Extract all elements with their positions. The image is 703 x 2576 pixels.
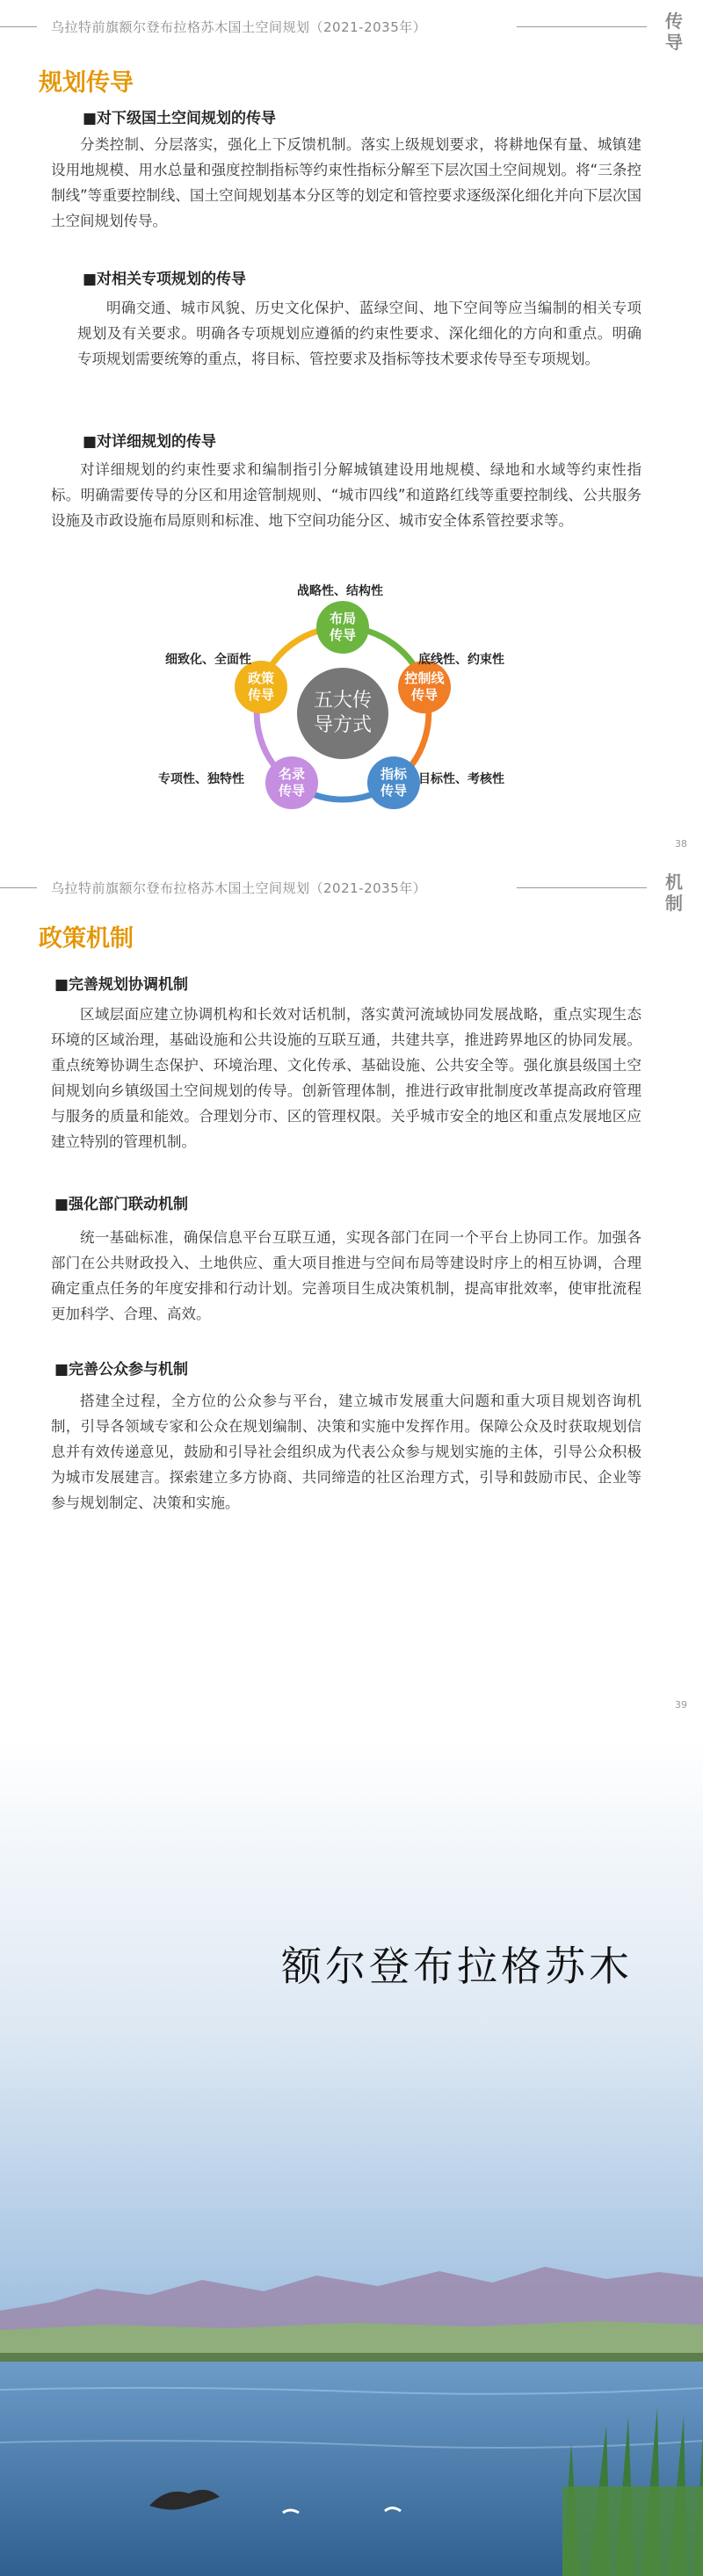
node-tag: 专项性、独特性 [158,772,244,786]
node-tag: 目标性、考核性 [418,772,504,786]
header-tag: 传导 [665,11,683,53]
node-indicator-transmission: 指标 传导 [367,756,420,809]
paragraph: 明确交通、城市风貌、历史文化保护、蓝绿空间、地下空间等应当编制的相关专项规划及有关要求。明确各专项规划应遵循的约束性要求、深化细化的方向和重点。明确专项规划需要统筹的重点，将目标、管控要求及指标等技术要求传导至专项规划。 [77,300,641,367]
header-rule-right [517,887,647,888]
paragraph: 分类控制、分层落实，强化上下反馈机制。落实上级规划要求，将耕地保有量、城镇建设用地规模、用水总量和强度控制指标等约束性指标分解至下层次国土空间规划。将“三条控制线”等重要控制线、国土空间规划基本分区等的划定和管控要求逐级深化细化并向下层次国土空间规划传导。 [51,136,641,229]
section-title: 规划传导 [39,69,134,97]
header-rule-right [517,26,647,27]
node-catalog-transmission: 名录 传导 [265,756,318,809]
five-transmission-modes-diagram [149,580,536,843]
page-number: 38 [675,838,687,850]
node-controlline-transmission: 控制线 传导 [398,661,451,713]
header-tag: 机制 [665,872,683,914]
node-tag: 战略性、结构性 [297,584,383,598]
page-policy-mechanism [0,865,703,1734]
landscape-photo-page [0,1740,703,2576]
header-rule-left [0,26,37,27]
node-layout-transmission: 布局 传导 [316,601,369,654]
node-tag: 底线性、约束性 [418,653,504,667]
subheading: ■强化部门联动机制 [54,1196,189,1213]
header-title: 乌拉特前旗额尔登布拉格苏木国土空间规划（2021-2035年） [51,19,427,35]
page-header [0,11,703,53]
section-title: 政策机制 [39,925,134,952]
subheading: ■完善公众参与机制 [54,1361,189,1378]
center-circle: 五大传 导方式 [297,668,388,759]
header-rule-left [0,887,37,888]
landscape-photo [0,1740,703,2576]
photo-title: 额尔登布拉格苏木 [281,1943,633,1990]
paragraph: 对详细规划的约束性要求和编制指引分解城镇建设用地规模、绿地和水域等约束性指标。明确需要传导的分区和用途管制规则、“城市四线”和道路红线等重要控制线、公共服务设施及市政设施布局原则和标准、地下空间功能分区、城市安全体系管控要求等。 [51,461,641,529]
page-header [0,872,703,914]
node-tag: 细致化、全面性 [165,653,251,667]
subheading: ■对下级国土空间规划的传导 [83,110,277,127]
subheading: ■对相关专项规划的传导 [83,271,247,288]
subheading: ■对详细规划的传导 [83,433,217,451]
page-number: 39 [675,1699,687,1711]
node-policy-transmission: 政策 传导 [235,661,287,713]
paragraph: 搭建全过程，全方位的公众参与平台，建立城市发展重大问题和重大项目规划咨询机制，引导各领域专家和公众在规划编制、决策和实施中发挥作用。保障公众及时获取规划信息并有效传递意见，鼓励和引导社会组织成为代表公众参与规划实施的主体，引导公众积极为城市发展建言。探索建立多方协商、共同缔造的社区治理方式，引导和鼓励市民、企业等参与规划制定、决策和实施。 [51,1393,641,1511]
subheading: ■完善规划协调机制 [54,976,189,994]
header-title: 乌拉特前旗额尔登布拉格苏木国土空间规划（2021-2035年） [51,880,427,896]
paragraph: 区域层面应建立协调机构和长效对话机制，落实黄河流域协同发展战略，重点实现生态环境的区域治理，基础设施和公共设施的互联互通，共建共享，推进跨界地区的协同发展。重点统筹协调生态保护、环境治理、文化传承、基础设施、公共安全等。强化旗县级国土空间规划向乡镇级国土空间规划的传导。创新管理体制，推进行政审批制度改革提高政府管理与服务的质量和能效。合理划分市、区的管理权限。关乎城市安全的地区和重点发展地区应建立特别的管理机制。 [51,1006,641,1150]
page-planning-transmission [0,0,703,861]
paragraph: 统一基础标准，确保信息平台互联互通，实现各部门在同一个平台上协同工作。加强各部门在公共财政投入、土地供应、重大项目推进与空间布局等建设时序上的相互协调，合理确定重点任务的年度安排和行动计划。完善项目生成决策机制，提高审批效率，使审批流程更加科学、合理、高效。 [51,1229,641,1322]
